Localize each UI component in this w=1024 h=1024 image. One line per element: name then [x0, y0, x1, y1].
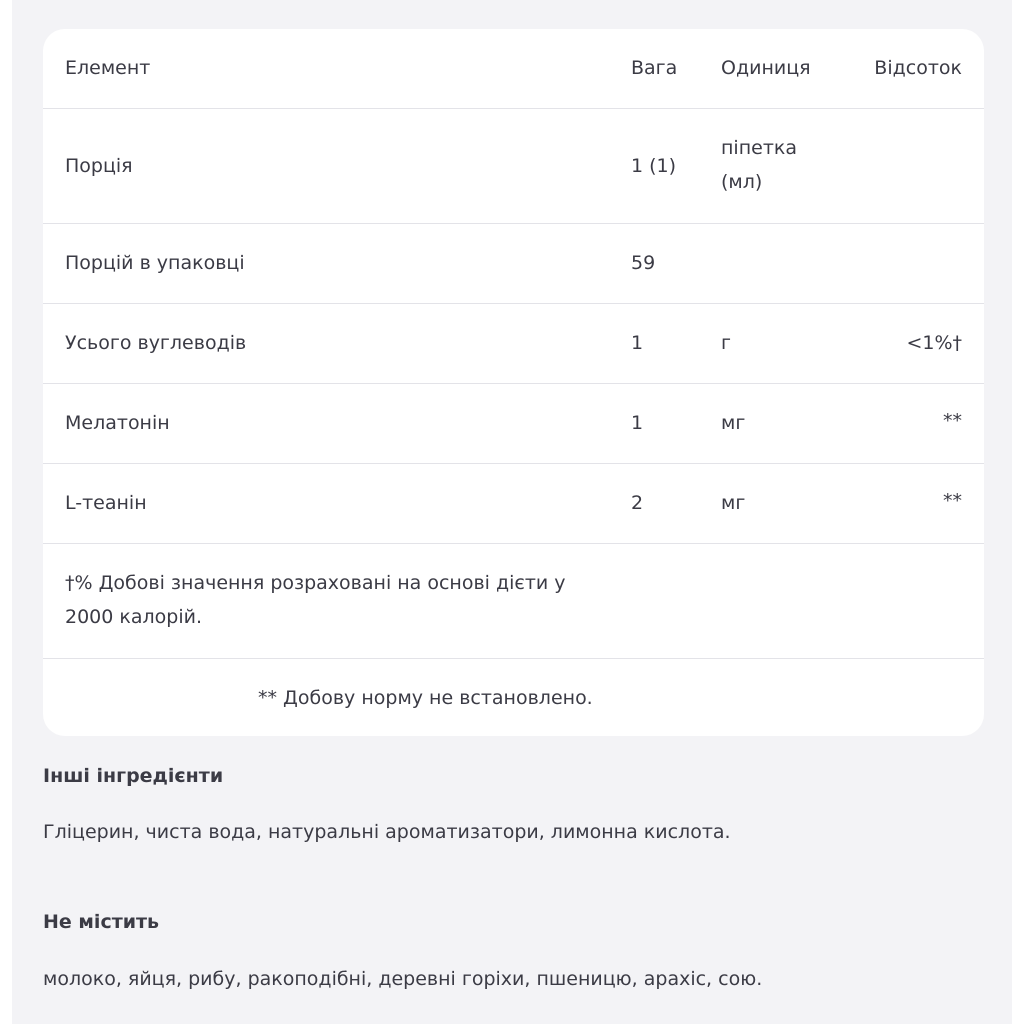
footnote-daily-values	[43, 544, 984, 659]
table-header-row	[43, 29, 984, 109]
row-weight: 1 (1)	[631, 155, 677, 177]
supplement-facts-table	[43, 29, 984, 736]
table-row	[43, 109, 984, 224]
row-name: L-теанін	[65, 492, 147, 514]
row-percent: **	[943, 410, 962, 432]
row-weight: 1	[631, 412, 644, 434]
table-row	[43, 224, 984, 304]
row-percent: <1%†	[906, 332, 962, 354]
header-unit: Одиниця	[721, 57, 811, 79]
row-unit-line2: (мл)	[721, 171, 763, 193]
does-not-contain-title: Не містить	[43, 911, 160, 933]
does-not-contain-text: молоко, яйця, рибу, ракоподібні, деревні горіхи, пшеницю, арахіс, сою.	[43, 968, 763, 990]
row-unit: мг	[721, 492, 746, 514]
row-weight: 2	[631, 492, 644, 514]
row-name: Порція	[65, 155, 133, 177]
row-unit: мг	[721, 412, 746, 434]
footnote-norm-text: ** Добову норму не встановлено.	[258, 687, 593, 709]
header-percent: Відсоток	[874, 57, 962, 79]
table-row	[43, 464, 984, 544]
other-ingredients-title: Інші інгредієнти	[43, 765, 224, 787]
row-weight: 1	[631, 332, 644, 354]
footnote-no-norm	[43, 659, 984, 736]
footnote-daily-line1: †% Добові значення розраховані на основі дієти у	[65, 572, 566, 594]
page	[12, 0, 1012, 1024]
row-name: Порцій в упаковці	[65, 252, 245, 274]
row-unit-line1: піпетка	[721, 137, 797, 159]
footnote-daily-line2: 2000 калорій.	[65, 606, 203, 628]
row-name: Усього вуглеводів	[65, 332, 247, 354]
header-weight: Вага	[631, 57, 678, 79]
header-element: Елемент	[65, 57, 151, 79]
row-name: Мелатонін	[65, 412, 170, 434]
row-unit: г	[721, 332, 731, 354]
table-row	[43, 304, 984, 384]
other-ingredients-text: Гліцерин, чиста вода, натуральні ароматизатори, лимонна кислота.	[43, 821, 731, 843]
row-weight: 59	[631, 252, 656, 274]
table-row	[43, 384, 984, 464]
row-percent: **	[943, 490, 962, 512]
